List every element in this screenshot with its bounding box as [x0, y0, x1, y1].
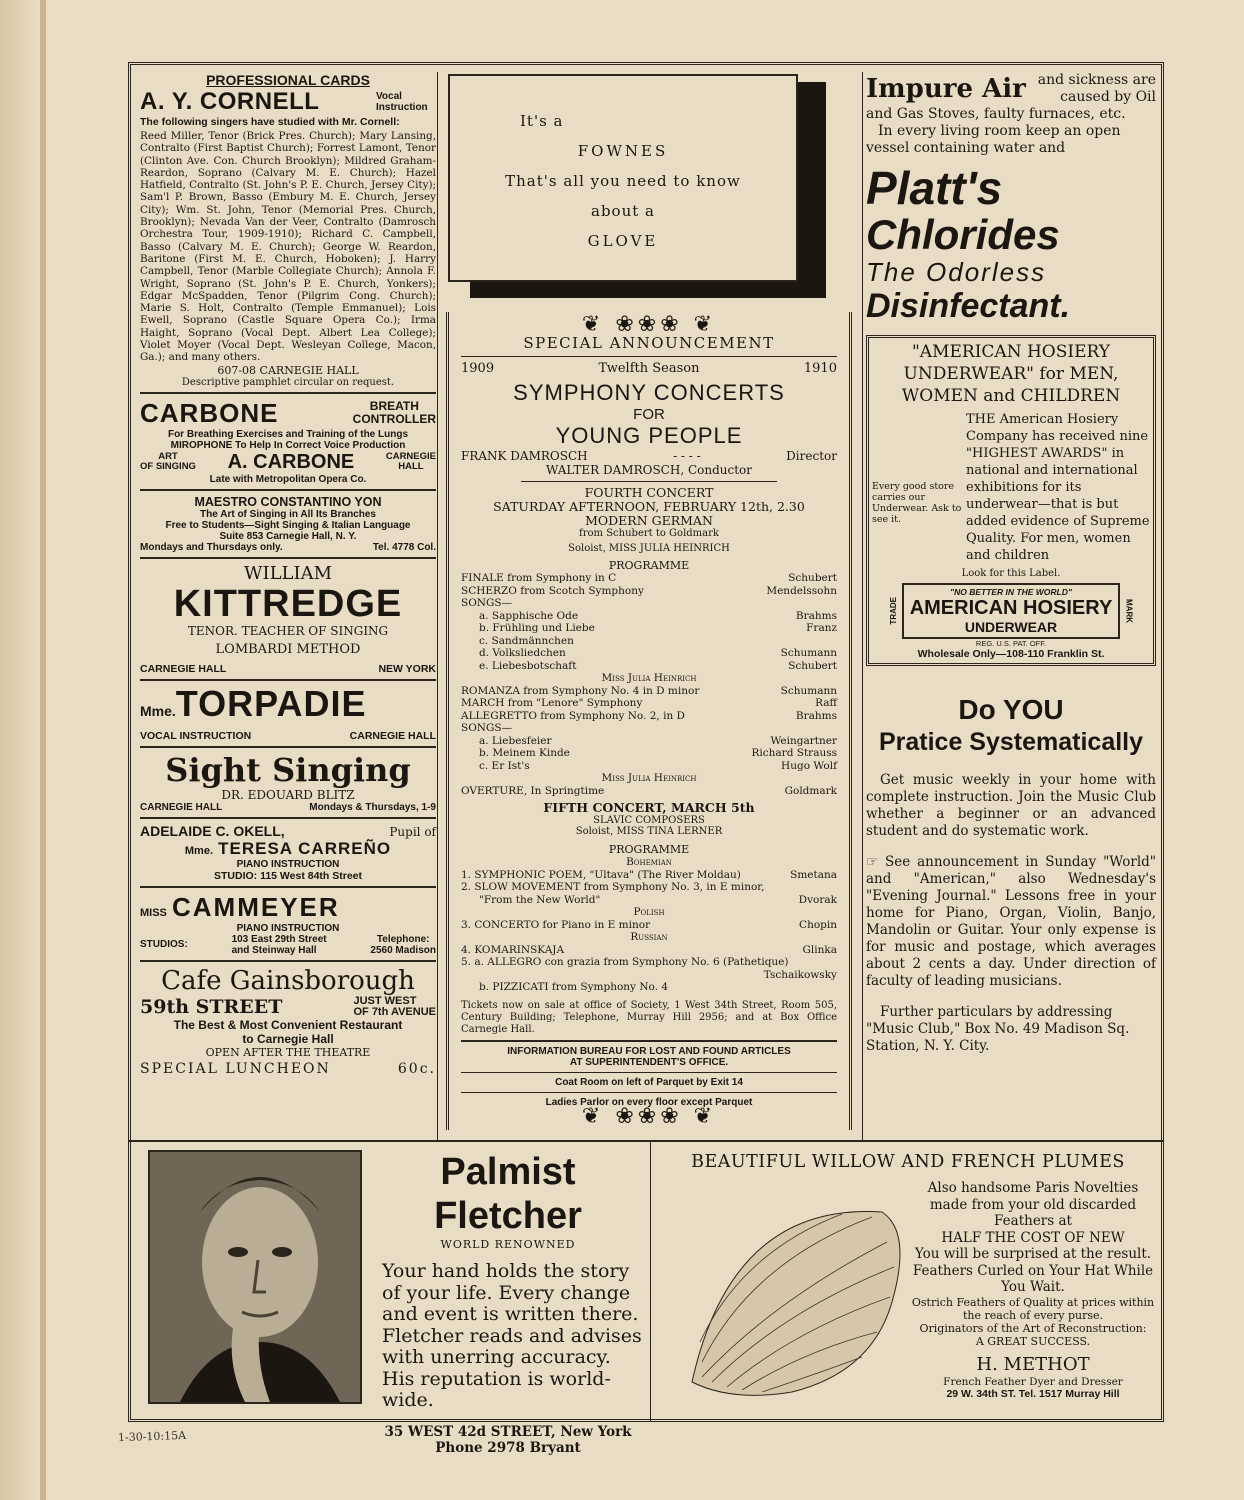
cornell-card	[140, 88, 436, 388]
programme-composer: Raff	[815, 697, 837, 709]
fownes-glove: GLOVE	[587, 232, 659, 250]
programme-item	[461, 931, 837, 944]
programme-title: 2. SLOW MOVEMENT from Symphony No. 3, in E minor,	[461, 881, 765, 893]
hosiery-title: "AMERICAN HOSIERY UNDERWEAR" for MEN, WOMEN and CHILDREN	[901, 342, 1121, 406]
programme-composer: Brahms	[795, 609, 837, 622]
carbone-hall2: HALL	[398, 461, 424, 473]
programme-item	[461, 585, 837, 598]
ostrich-plume-illustration	[672, 1182, 922, 1402]
programme-title: c. Sandmännchen	[479, 634, 574, 647]
title-line2: FOR	[633, 406, 665, 423]
ladies-parlor: Ladies Parlor on every floor except Parquet	[545, 1096, 753, 1108]
programme-item	[461, 597, 837, 610]
cornell-name: A. Y. CORNELL	[140, 88, 320, 115]
plumes-ad	[660, 1152, 1156, 1172]
programme-title: MARCH from "Lenore" Symphony	[461, 697, 643, 709]
fourth-date: SATURDAY AFTERNOON, FEBRUARY 12th, 2.30	[493, 499, 805, 514]
programme-composer: Tschaikowsky	[763, 968, 837, 981]
kittredge-first: WILLIAM	[243, 562, 333, 584]
cafe-line3: OPEN AFTER THE THEATRE	[205, 1045, 371, 1059]
programme-item	[461, 610, 837, 623]
kittredge-city: NEW YORK	[378, 662, 436, 675]
programme-composer: Schubert	[788, 659, 837, 672]
programme-title: ALLEGRETTO from Symphony No. 2, in D	[461, 709, 685, 722]
fownes-brand: FOWNES	[577, 142, 669, 160]
torpadie-instruction: VOCAL INSTRUCTION	[140, 729, 252, 742]
programme-item	[461, 647, 837, 660]
yon-line1: The Art of Singing in All Its Branches	[200, 508, 376, 520]
programme-title: b. Frühling und Liebe	[479, 622, 595, 634]
book-gutter	[0, 0, 40, 1500]
programme-item	[461, 685, 837, 698]
cafe-just1: JUST WEST	[353, 994, 417, 1007]
divider	[461, 356, 837, 357]
cafe-lunch: SPECIAL LUNCHEON	[140, 1060, 331, 1077]
plumes-line2: HALF THE COST OF NEW	[941, 1229, 1125, 1246]
programme-title: SCHERZO from Scotch Symphony	[461, 584, 644, 597]
binding-edge	[40, 0, 46, 1500]
programme-title: Russian	[630, 931, 668, 943]
plumes-line6: Originators of the Art of Reconstruction:	[919, 1321, 1147, 1335]
methot-role: French Feather Dyer and Dresser	[943, 1375, 1123, 1388]
programme-composer: Weingartner	[770, 734, 837, 747]
programme-composer: Brahms	[795, 709, 837, 722]
cammeyer-name: CAMMEYER	[172, 891, 340, 922]
programme-item	[461, 622, 837, 635]
programme-title: b. PIZZICATI from Symphony No. 4	[479, 981, 668, 993]
soloist-lerner: Soloist, MISS TINA LERNER	[575, 826, 723, 837]
cafe-line2: to Carnegie Hall	[242, 1031, 334, 1046]
conductor: WALTER DAMROSCH, Conductor	[546, 463, 752, 477]
divider	[461, 1040, 837, 1042]
programme-item	[461, 722, 837, 735]
programme-item	[461, 785, 837, 798]
music-p1: Get music weekly in your home with complete instruction. Join the Music Club whether a beginner or an advanced student and do systematic work.	[866, 772, 1156, 839]
impure-title: Impure Air	[866, 74, 1026, 104]
cafe-just2: OF 7th AVENUE	[353, 1005, 436, 1018]
bottom-rule	[128, 1140, 1164, 1142]
programme-item	[461, 747, 837, 760]
kittredge-line1: TENOR. TEACHER OF SINGING	[187, 623, 389, 638]
cornell-pamphlet: Descriptive pamphlet circular on request.	[181, 376, 395, 388]
programme-title: d. Volksliedchen	[479, 647, 566, 659]
programme-title: OVERTURE, In Springtime	[461, 784, 605, 797]
sight-title: Sight Singing	[165, 750, 411, 789]
programme-item	[461, 660, 837, 673]
divider	[461, 1072, 837, 1073]
hosiery-trade: TRADE	[888, 597, 898, 625]
carbone-card	[140, 398, 436, 485]
cafe-price: 60c.	[397, 1060, 436, 1077]
yon-line2: Free to Students—Sight Singing & Italian Language	[165, 519, 411, 531]
hosiery-label3: UNDERWEAR	[964, 619, 1058, 635]
cammeyer-tel-label: Telephone:	[376, 933, 430, 945]
divider	[140, 679, 436, 681]
platts-line2: Chlorides	[866, 211, 1060, 258]
fownes-ad	[440, 72, 858, 312]
divider	[521, 481, 777, 482]
ornament-top: ❦ ❀❀❀ ❦	[581, 312, 717, 337]
programme-heading-2: PROGRAMME	[608, 843, 690, 856]
programme-item	[461, 572, 837, 585]
plumes-line4: Feathers Curled on Your Hat While You Wait.	[912, 1262, 1154, 1295]
sight-hall: CARNEGIE HALL	[140, 801, 223, 813]
programme-title: 1. SYMPHONIC POEM, "Ultava" (The River Moldau)	[461, 868, 741, 881]
programme-item	[461, 735, 837, 748]
coat-room: Coat Room on left of Parquet by Exit 14	[555, 1076, 743, 1088]
programme-item	[461, 881, 837, 894]
programme-composer: Richard Strauss	[751, 747, 837, 759]
carbone-late: Late with Metropolitan Opera Co.	[209, 473, 367, 485]
ticket-info: Tickets now on sale at office of Society, 1 West 34th Street, Room 505, Century Building; Telephone, Murray Hill 2956; and at Box Office Carnegie Hall.	[461, 999, 837, 1035]
programme-composer: Franz	[806, 622, 837, 634]
plumes-line7: A GREAT SUCCESS.	[975, 1334, 1091, 1348]
season: Twelfth Season	[598, 361, 700, 376]
programme-title: Polish	[633, 906, 665, 918]
programme-item	[461, 856, 837, 869]
cafe-line1: The Best & Most Convenient Restaurant	[173, 1017, 403, 1032]
carbone-name2: A. CARBONE	[227, 450, 355, 473]
divider	[140, 557, 436, 559]
platts-line4: Disinfectant.	[866, 287, 1071, 325]
programme-title: 5. a. ALLEGRO con grazia from Symphony No. 6 (Pathetique)	[461, 956, 789, 968]
professional-cards-heading: PROFESSIONAL CARDS	[206, 72, 370, 88]
programme-item	[461, 672, 837, 685]
okell-pre: Mme.	[184, 844, 214, 857]
year-start: 1909	[461, 361, 495, 376]
margin-note: 1-30-10:15A	[117, 1428, 187, 1445]
programme-list-fifth	[461, 856, 837, 994]
carbone-tag1: BREATH	[369, 399, 419, 414]
hosiery-label	[872, 583, 1150, 639]
methot-name: H. METHOT	[976, 1353, 1090, 1375]
fletcher-ad	[372, 1150, 644, 1456]
programme-item	[461, 956, 837, 969]
okell-teacher: TERESA CARREÑO	[218, 838, 392, 858]
carbone-line2: MIROPHONE To Help In Correct Voice Production	[170, 439, 406, 451]
okell-line1: PIANO INSTRUCTION	[236, 858, 340, 870]
programme-title: ROMANZA from Symphony No. 4 in D minor	[461, 684, 700, 697]
carbone-tag2: CONTROLLER	[352, 412, 436, 427]
impure-line4: In every living room keep an open	[878, 123, 1121, 139]
cornell-body: Reed Miller, Tenor (Brick Pres. Church); Mary Lansing, Contralto (First Baptist Church); Forrest Lamont, Tenor (Clinton Ave. Con. Church Brooklyn); Mildred Graham-Reardon, Soprano (Calvary M. E. Church); Hazel Hatfield, Contralto (St. John's P. E. Church, Jersey City); Sam'l P. Brown, Basso (Embury M. E. Church, Jersey City); Wm. St. John, Tenor (Memorial Pres. Church, Brooklyn); Nevada Van der Veer, Contralto (Damrosch Orchestra Tour, 1909-1910); Richard C. Campbell, Basso (Calvary M. E. Church); George W. Reardon, Baritone (First M. E. Church, Hoboken); J. Harry Campbell, Tenor (Marble Collegiate Church); Annola F. Wright, Soprano (St. John's P. E. Church, Yonkers); Edgar McSpadden, Tenor (Pilgrim Cong. Church); Marie S. Holt, Contralto (Temple Emmanuel); Lois Ewell, Soprano (Castle Square Opera Co.); Irma Haight, Soprano (Vocal Dept. Albert Lea College); Violet Moyer (Vocal Dept. Wesleyan College, Macon, Ga.); and many others.	[140, 130, 436, 364]
programme-title: "From the New World"	[479, 893, 601, 906]
programme-title: Miss Julia Heinrich	[601, 672, 697, 684]
programme-composer: Smetana	[790, 868, 837, 881]
programme-composer: Hugo Wolf	[781, 759, 837, 772]
hosiery-side: Every good store carries our Underwear. Ask to see it.	[872, 481, 962, 525]
programme-item	[461, 894, 837, 907]
from-schubert: from Schubert to Goldmark	[579, 528, 719, 539]
fletcher-tag: WORLD RENOWNED	[440, 1238, 576, 1251]
impure-line1: and sickness are	[1037, 72, 1156, 88]
yon-card	[140, 495, 436, 553]
programme-title: 3. CONCERTO for Piano in E minor	[461, 918, 651, 931]
fourth-concert: FOURTH CONCERT	[584, 485, 714, 500]
programme-composer: Mendelssohn	[766, 584, 837, 597]
info-bureau-1: INFORMATION BUREAU FOR LOST AND FOUND ARTICLES	[507, 1045, 791, 1057]
music-h1: Do YOU	[958, 694, 1064, 725]
divider	[140, 746, 436, 748]
programme-item	[461, 697, 837, 710]
divider	[140, 886, 436, 888]
hosiery-label2: AMERICAN HOSIERY	[909, 597, 1113, 619]
hosiery-label-box	[902, 583, 1121, 639]
kittredge-hall: CARNEGIE HALL	[140, 662, 227, 675]
programme-title: b. Meinem Kinde	[479, 747, 570, 759]
programme-composer: Schubert	[788, 572, 837, 584]
year-end: 1910	[803, 361, 837, 376]
hosiery-ad	[866, 335, 1156, 666]
programme-title: Miss Julia Heinrich	[601, 772, 697, 784]
divider	[461, 1092, 837, 1093]
cammeyer-card	[140, 892, 436, 956]
programme-title: a. Sapphische Ode	[479, 609, 579, 622]
program-frame	[446, 312, 852, 1130]
sight-name: DR. EDOUARD BLITZ	[221, 787, 355, 802]
platts-line1: Platt's	[866, 162, 1003, 214]
programme-item	[461, 635, 837, 648]
carbone-line1: For Breathing Exercises and Training of the Lungs	[167, 428, 409, 440]
impure-air-ad	[866, 72, 1156, 325]
cammeyer-pre: MISS	[140, 906, 167, 919]
kittredge-line2: LOMBARDI METHOD	[215, 641, 361, 657]
cammeyer-studio1: 103 East 29th Street	[231, 933, 327, 945]
programme-item	[461, 944, 837, 957]
impure-line3: and Gas Stoves, faulty furnaces, etc.	[866, 106, 1126, 122]
programme-item	[461, 869, 837, 882]
director-dashes: - - - -	[673, 449, 701, 463]
programme-title: 4. KOMARINSKAJA	[461, 943, 565, 956]
hosiery-label1: "NO BETTER IN THE WORLD"	[950, 587, 1072, 597]
platts-line3: The Odorless	[866, 257, 1047, 287]
programme-item	[461, 981, 837, 994]
cafe-name: Cafe Gainsborough	[161, 965, 415, 996]
impure-line5: vessel containing water and	[866, 140, 1066, 156]
plumes-line3: You will be surprised at the result.	[914, 1246, 1152, 1262]
fownes-panel	[448, 74, 798, 282]
programme-item	[461, 772, 837, 785]
torpadie-name: TORPADIE	[175, 682, 367, 724]
right-column	[866, 72, 1156, 1055]
programme-title: Bohemian	[626, 856, 672, 868]
hosiery-look: Look for this Label.	[961, 568, 1061, 579]
cornell-address: 607-08 CARNEGIE HALL	[217, 363, 359, 377]
sight-hours: Mondays & Thursdays, 1-9	[309, 801, 436, 813]
title-line3: YOUNG PEOPLE	[555, 423, 743, 448]
methot-address: 29 W. 34th ST. Tel. 1517 Murray Hill	[946, 1387, 1120, 1400]
left-column	[140, 72, 436, 1077]
programme-title: SONGS—	[461, 597, 513, 609]
divider	[140, 817, 436, 819]
programme-composer: Dvorak	[798, 893, 837, 906]
carbone-art1: ART	[158, 451, 178, 463]
cornell-intro: The following singers have studied with Mr. Cornell:	[140, 116, 400, 128]
plumes-line1: Also handsome Paris Novelties made from your old discarded Feathers at	[927, 1180, 1139, 1229]
music-h2: Pratice Systematically	[878, 728, 1144, 756]
fletcher-body: Your hand holds the story of your life. Every change and event is written there. Fletcher reads and advises with unerring accuracy. His reputation is world-wide.	[382, 1260, 642, 1411]
modern-german: MODERN GERMAN	[585, 513, 713, 528]
bottom-column-rule	[650, 1142, 651, 1422]
carbone-art2: OF SINGING	[140, 461, 196, 473]
okell-name: ADELAIDE C. OKELL,	[140, 822, 285, 839]
programme-title: SONGS—	[461, 722, 513, 734]
cammeyer-studios: STUDIOS:	[140, 939, 188, 951]
divider	[140, 392, 436, 394]
programme-item	[461, 760, 837, 773]
impure-line2: caused by Oil	[1060, 89, 1156, 105]
programme-composer: Chopin	[799, 918, 837, 931]
torpadie-pre: Mme.	[140, 702, 176, 719]
hosiery-body: THE American Hosiery Company has received nine "HIGHEST AWARDS" in national and international exhibitions for its underwear—that is but added evidence of Supreme Quality. For men, women and children	[966, 412, 1150, 563]
cornell-tag: Vocal Instruction	[376, 91, 428, 113]
divider	[140, 960, 436, 962]
director-name: FRANK DAMROSCH	[461, 449, 588, 463]
hosiery-mark: MARK	[1124, 599, 1134, 623]
programme-title: e. Liebesbotschaft	[479, 659, 577, 672]
kittredge-last: KITTREDGE	[173, 582, 403, 625]
fownes-line1: It's a	[520, 112, 564, 130]
fletcher-address: 35 WEST 42d STREET, New York	[384, 1423, 632, 1440]
special-announcement: SPECIAL ANNOUNCEMENT	[523, 334, 775, 352]
cafe-card	[140, 966, 436, 1077]
torpadie-card	[140, 682, 436, 742]
slavic-composers: SLAVIC COMPOSERS	[593, 815, 705, 826]
fownes-line3: That's all you need to know	[505, 172, 741, 190]
okell-pupil: Pupil of	[389, 824, 436, 839]
yon-tel: Tel. 4778 Col.	[372, 541, 436, 553]
plumes-text	[910, 1180, 1156, 1400]
cammeyer-line1: PIANO INSTRUCTION	[236, 922, 340, 934]
kittredge-card	[140, 563, 436, 675]
programme-composer: Schumann	[780, 684, 837, 697]
torpadie-hall: CARNEGIE HALL	[349, 729, 436, 742]
programme-heading: PROGRAMME	[608, 559, 690, 572]
programme-composer: Glinka	[802, 943, 837, 956]
programme-title: c. Er Ist's	[479, 759, 530, 772]
fletcher-name: Palmist Fletcher	[434, 1151, 582, 1237]
info-bureau-2: AT SUPERINTENDENT'S OFFICE.	[569, 1056, 729, 1068]
yon-days: Mondays and Thursdays only.	[140, 541, 283, 553]
yon-line3: Suite 853 Carnegie Hall, N. Y.	[219, 530, 357, 542]
programme-item	[461, 906, 837, 919]
programme-title: a. Liebesfeier	[479, 734, 552, 747]
programme-composer: Schumann	[780, 647, 837, 659]
hosiery-wholesale: Wholesale Only—108-110 Franklin St.	[917, 648, 1105, 660]
hosiery-reg: REG. U.S. PAT. OFF.	[975, 639, 1047, 648]
music-club-ad	[866, 694, 1156, 1055]
cammeyer-studio2: and Steinway Hall	[231, 944, 317, 956]
plumes-line5: Ostrich Feathers of Quality at prices within the reach of every purse.	[911, 1295, 1155, 1322]
soloist-heinrich: Soloist, MISS JULIA HEINRICH	[568, 543, 730, 554]
plumes-title: BEAUTIFUL WILLOW AND FRENCH PLUMES	[691, 1152, 1125, 1172]
sight-singing-card	[140, 752, 436, 813]
programme-title: FINALE from Symphony in C	[461, 572, 617, 584]
ornament-bottom: ❦ ❀❀❀ ❦	[581, 1103, 717, 1129]
programme-composer: Goldmark	[784, 784, 837, 797]
director-role: Director	[786, 449, 837, 463]
column-rule-left	[437, 72, 438, 1140]
programme-list-fourth	[461, 572, 837, 797]
fletcher-photo	[150, 1152, 360, 1402]
divider	[140, 489, 436, 491]
fifth-concert: FIFTH CONCERT, MARCH 5th	[543, 800, 755, 815]
cafe-street: 59th STREET	[140, 995, 283, 1018]
okell-card	[140, 823, 436, 882]
column-rule-right	[862, 72, 863, 1140]
fownes-line4: about a	[591, 202, 655, 220]
music-p2: ☞ See announcement in Sunday "World" and "American," also Wednesday's "Evening Journal." Lessons free in your home for Piano, Organ, Violin, Banjo, Mandolin or Guitar. Your only expense is for music and postage, which averages about 2 cents a day. Under direction of faculty of leading musicians.	[866, 854, 1156, 989]
cammeyer-tel: 2560 Madison	[370, 944, 436, 956]
programme-item	[461, 969, 837, 982]
okell-studio: STUDIO: 115 West 84th Street	[213, 869, 363, 882]
carbone-hall1: CARNEGIE	[385, 451, 436, 463]
programme-item	[461, 710, 837, 723]
title-line1: SYMPHONY CONCERTS	[513, 380, 785, 405]
programme-item	[461, 919, 837, 932]
fletcher-portrait	[148, 1150, 362, 1404]
music-p3: Further particulars by addressing "Music Club," Box No. 49 Madison Sq. Station, N. Y. City.	[866, 1004, 1130, 1054]
carbone-name: CARBONE	[140, 397, 279, 428]
fletcher-phone: Phone 2978 Bryant	[435, 1439, 581, 1456]
yon-name: MAESTRO CONSTANTINO YON	[194, 494, 382, 509]
middle-column	[440, 72, 858, 1130]
